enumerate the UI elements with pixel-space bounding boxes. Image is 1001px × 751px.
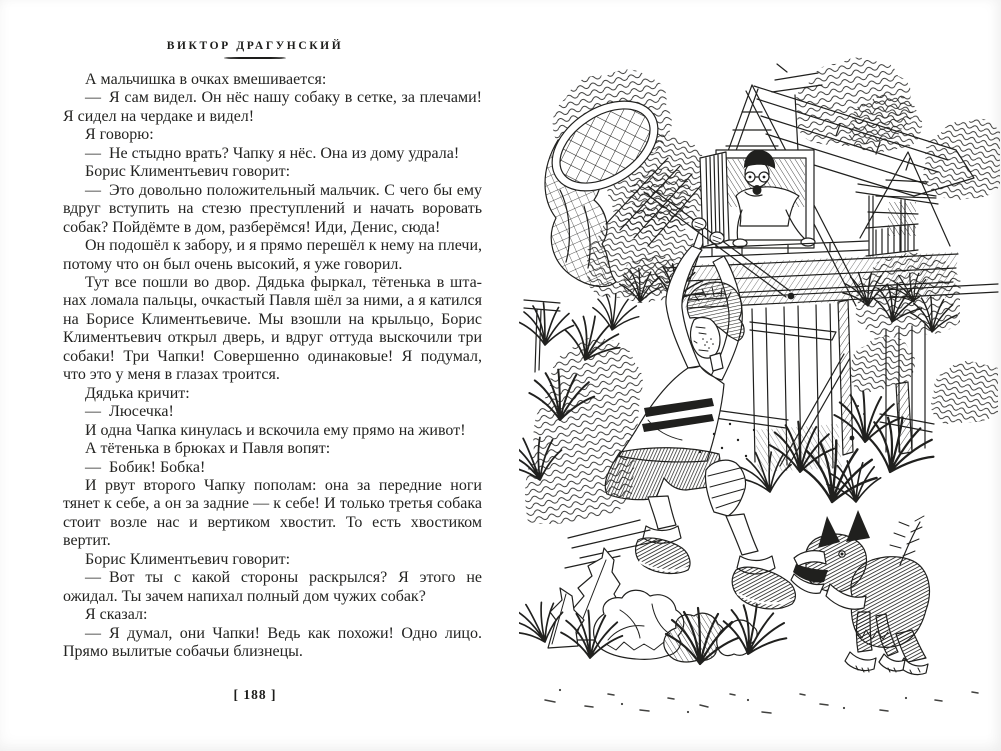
paragraph: — Вот ты с какой стороны раскрылся? Я этого не ожидал. Ты зачем напихал полный дом чужих собак? [63,569,482,605]
paragraph: И рвут второго Чапку пополам: она за передние ноги тянет к себе, а он за задние — к себе! И только третья собака стоит возле нас и вертиком хвостит. То есть хвостиком вертит. [63,476,482,550]
pole-butt [788,293,795,300]
boy-shorts [605,448,720,500]
paragraph: И одна Чапка кинулась и вскочила ему прямо на живот! [85,421,466,439]
paragraph: А тётенька в брюках и Павля вопят: [85,440,331,458]
boy-face [690,318,720,358]
paragraph: А мальчишка в очках вмешивается: [85,71,327,88]
page-number: [ 188 ] [233,687,277,702]
boy-left-shin [648,496,676,529]
paragraph: Он подошёл к забору, и я прямо перешёл к нему на плечи, потому что он был очень высокий, я уже говорил. [63,237,482,273]
dog-rear-leg [896,630,926,662]
paragraph: — Бобик! Бобка! [85,458,206,476]
paragraph: — Я думал, они Чапки! Ведь как похожи! Одно лицо. Прямо вылитые собачьи близнецы. [63,624,482,661]
paragraph: — Это довольно положительный мальчик. С чего бы ему вдруг вступить на стезю преступлений и начать воровать собак? Пойдёмте в дом, разберёмся! Иди, Денис, сюда! [63,181,482,236]
paragraph: Борис Климентьевич говорит: [85,550,291,568]
gate-post [838,300,853,455]
running-head-text: ВИКТОР ДРАГУНСКИЙ [166,40,344,52]
paragraph: — Не стыдно врать? Чапку я нёс. Она из дому удрала! [85,144,460,162]
paragraph: Я сказал: [85,606,148,624]
dog-front-paw [879,654,905,671]
book-illustration [519,55,1001,721]
paragraph: Тут все пошли во двор. Дядька фыркал, тётенька в штанах ломала пальцы, очкастый Павля шёл за ними, а я катился на Борисе Климентьевиче. Мы взошли на крыльцо, Борис Климентьевич открыл дверь, и вдруг оттуда выскочили три собаки! Три Чапки! Совершенно одинаковые! Я подумал, что это у меня в глазах троится. [63,273,482,384]
boy-right-shin [726,514,758,555]
story-text-column [63,71,482,662]
paragraph: Дядька кричит: [85,384,190,402]
paragraph: — Люсечка! [85,403,174,421]
running-head-rule [224,57,286,59]
boy-neck [710,353,723,371]
paragraph: Я говорю: [85,126,154,144]
paragraph: Борис Климентьевич говорит: [85,163,291,181]
gate-top-board [750,322,836,340]
boy-left-shoe [636,538,690,573]
paragraph: — Я сам видел. Он нёс нашу собаку в сетке, за плечами! Я сидел на чердаке и видел! [63,89,482,125]
attic-boy-mouth [753,185,762,195]
running-head [50,40,460,59]
dog-front-paw [845,652,876,671]
dog [791,510,929,675]
boy-left-hand [692,218,706,230]
gate-planks [752,304,842,472]
dog-front-leg [857,612,873,652]
boy-right-hand [710,232,724,244]
